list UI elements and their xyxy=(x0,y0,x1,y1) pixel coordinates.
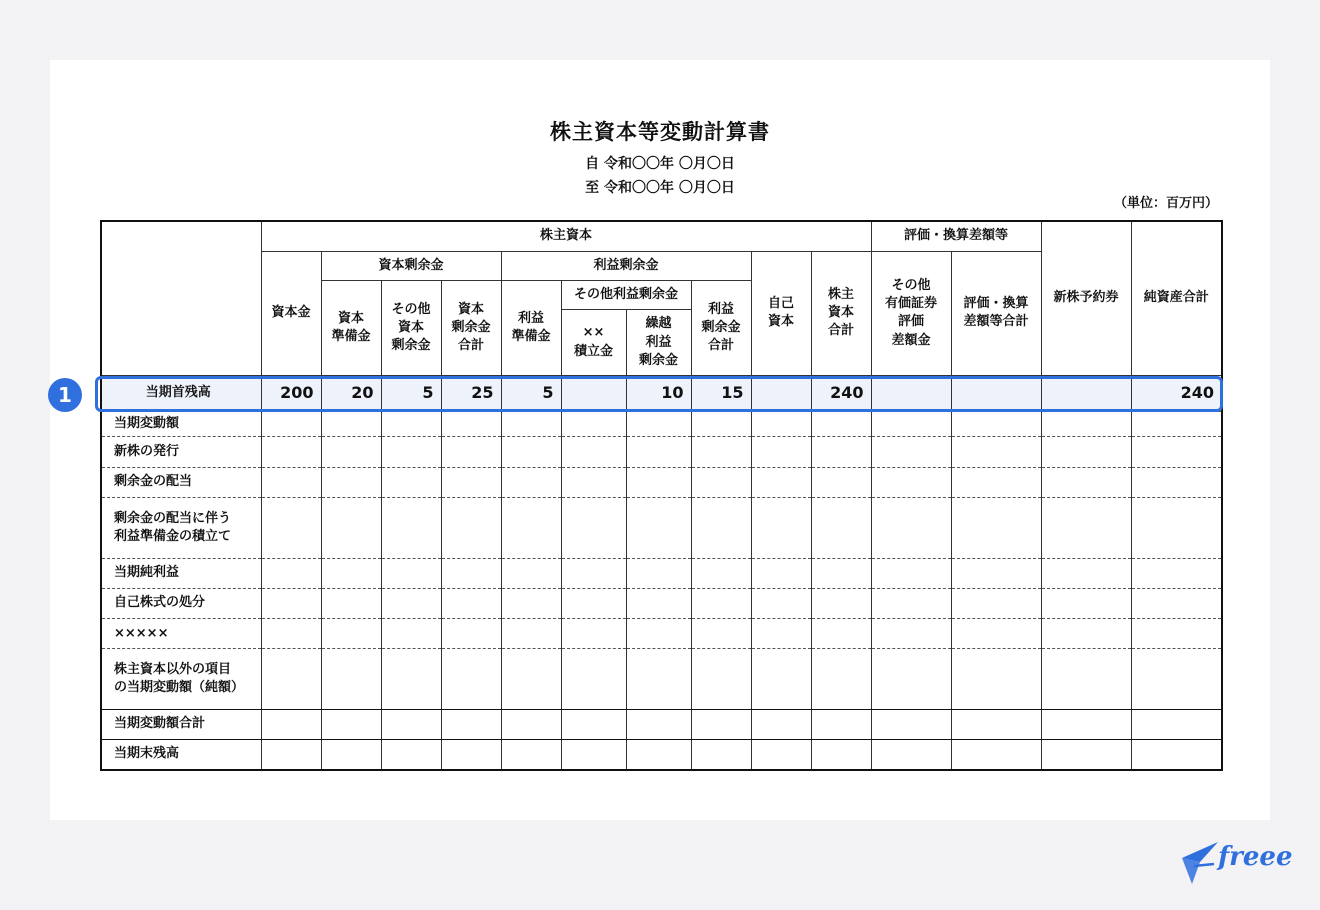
row-label: 株主資本以外の項目 の当期変動額（純額） xyxy=(101,649,261,710)
cell-value: 20 xyxy=(321,375,381,411)
table-row xyxy=(101,497,1222,558)
cell-value: 15 xyxy=(691,375,751,411)
header-valuation-group: 評価・換算差額等 xyxy=(871,221,1041,251)
table-row xyxy=(101,375,1222,411)
header-other-retained-earnings: その他利益剰余金 xyxy=(561,281,691,310)
row-label: 新株の発行 xyxy=(101,437,261,467)
header-col-1: 資本金 xyxy=(261,251,321,375)
cell-value: 200 xyxy=(261,375,321,411)
cell-value: 240 xyxy=(1131,375,1222,411)
header-col-9: 自己 資本 xyxy=(751,251,811,375)
header-col-3: その他 資本 剰余金 xyxy=(381,281,441,376)
table-row xyxy=(101,412,1222,437)
header-col-13: 新株予約券 xyxy=(1041,221,1131,375)
equity-statement-table xyxy=(100,220,1223,771)
unit-label: （単位：百万円） xyxy=(1113,196,1218,211)
cell-value xyxy=(871,375,951,411)
header-col-12: 評価・換算 差額等合計 xyxy=(951,251,1041,375)
cell-value: 5 xyxy=(381,375,441,411)
row-label: 当期変動額 xyxy=(101,412,261,437)
period-from: 自 令和〇〇年 〇月〇日 xyxy=(585,156,735,172)
row-label: 剰余金の配当に伴う 利益準備金の積立て xyxy=(101,497,261,558)
document-title: 株主資本等変動計算書 xyxy=(550,120,770,144)
header-col-2: 資本 準備金 xyxy=(321,281,381,376)
table-row xyxy=(101,467,1222,497)
callout-badge: 1 xyxy=(48,378,82,412)
cell-value: 25 xyxy=(441,375,501,411)
header-col-4: 資本 剰余金 合計 xyxy=(441,281,501,376)
row-label: 当期純利益 xyxy=(101,558,261,588)
table-row xyxy=(101,437,1222,467)
table-row xyxy=(101,558,1222,588)
header-col-6: ×× 積立金 xyxy=(561,310,626,376)
row-label: 当期末残高 xyxy=(101,740,261,770)
row-label: 自己株式の処分 xyxy=(101,588,261,618)
header-col-11: その他 有価証券 評価 差額金 xyxy=(871,251,951,375)
table-row xyxy=(101,588,1222,618)
table-row xyxy=(101,740,1222,770)
cell-value xyxy=(951,375,1041,411)
cell-value: 240 xyxy=(811,375,871,411)
cell-value xyxy=(751,375,811,411)
cell-value: 10 xyxy=(626,375,691,411)
row-label: 当期首残高 xyxy=(101,375,261,411)
header-col-10: 株主 資本 合計 xyxy=(811,251,871,375)
header-corner xyxy=(101,221,261,375)
header-col-8: 利益 剰余金 合計 xyxy=(691,281,751,376)
row-label: 当期変動額合計 xyxy=(101,709,261,739)
table-row xyxy=(101,619,1222,649)
period-to: 至 令和〇〇年 〇月〇日 xyxy=(585,180,735,196)
cell-value: 5 xyxy=(501,375,561,411)
table-row xyxy=(101,649,1222,710)
freee-bird-icon xyxy=(1180,838,1220,888)
header-col-5: 利益 準備金 xyxy=(501,281,561,376)
header-retained-earnings: 利益剰余金 xyxy=(501,251,751,280)
cell-value xyxy=(1041,375,1131,411)
header-col-7: 繰越 利益 剰余金 xyxy=(626,310,691,376)
table-row xyxy=(101,709,1222,739)
freee-logo-text: freee xyxy=(1218,842,1293,872)
header-shareholders-equity: 株主資本 xyxy=(261,221,871,251)
cell-value xyxy=(561,375,626,411)
row-label: ××××× xyxy=(101,619,261,649)
row-label: 剰余金の配当 xyxy=(101,467,261,497)
header-capital-surplus: 資本剰余金 xyxy=(321,251,501,280)
header-col-14: 純資産合計 xyxy=(1131,221,1222,375)
